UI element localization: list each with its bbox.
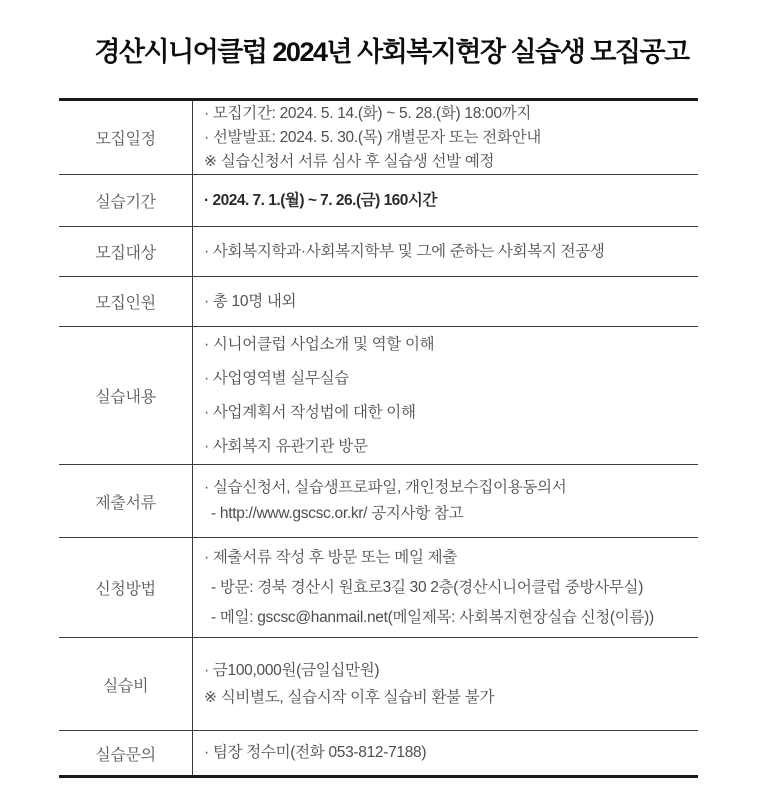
row-label: 실습문의 bbox=[59, 731, 193, 775]
content-line: · 사회복지 유관기관 방문 bbox=[204, 437, 368, 455]
page-title: 경산시니어클럽 2024년 사회복지현장 실습생 모집공고 bbox=[94, 37, 689, 67]
content-line: ※ 실습신청서 서류 심사 후 실습생 선발 예정 bbox=[204, 152, 495, 170]
row-content bbox=[193, 731, 698, 775]
row-label: 모집일정 bbox=[59, 101, 193, 174]
content-line: · 사업영역별 실무실습 bbox=[204, 369, 349, 387]
content-line: · 시니어클럽 사업소개 및 역할 이해 bbox=[204, 335, 435, 353]
content-line: · 사회복지학과·사회복지학부 및 그에 준하는 사회복지 전공생 bbox=[204, 242, 605, 260]
row-label: 실습내용 bbox=[59, 327, 193, 464]
content-line: - 방문: 경북 경산시 원효로3길 30 2층(경산시니어클럽 중방사무실) bbox=[211, 578, 644, 596]
content-line: · 선발발표: 2024. 5. 30.(목) 개별문자 또는 전화안내 bbox=[204, 128, 541, 146]
table-row bbox=[59, 277, 698, 327]
table-row bbox=[59, 731, 698, 775]
table-row bbox=[59, 227, 698, 277]
content-line: · 모집기간: 2024. 5. 14.(화) ~ 5. 28.(화) 18:00까지 bbox=[204, 104, 532, 122]
row-label: 모집대상 bbox=[59, 227, 193, 276]
content-line: · 2024. 7. 1.(월) ~ 7. 26.(금) 160시간 bbox=[204, 191, 437, 209]
content-line: - 메일: gscsc@hanmail.net(메일제목: 사회복지현장실습 신청(이름)) bbox=[211, 608, 654, 626]
content-line: · 제출서류 작성 후 방문 또는 메일 제출 bbox=[204, 548, 458, 566]
notice-table bbox=[59, 98, 698, 778]
content-line: · 사업계획서 작성법에 대한 이해 bbox=[204, 403, 416, 421]
content-line: ※ 식비별도, 실습시작 이후 실습비 환불 불가 bbox=[204, 689, 495, 706]
content-line: · 실습신청서, 실습생프로파일, 개인정보수집이용동의서 bbox=[204, 479, 567, 496]
row-label: 실습기간 bbox=[59, 175, 193, 226]
table-row bbox=[59, 175, 698, 227]
row-label: 신청방법 bbox=[59, 538, 193, 637]
row-content bbox=[193, 327, 698, 464]
table-row bbox=[59, 327, 698, 465]
row-content bbox=[193, 101, 698, 174]
row-label: 실습비 bbox=[59, 638, 193, 730]
content-line: · 총 10명 내외 bbox=[204, 292, 297, 310]
table-row bbox=[59, 638, 698, 731]
row-content bbox=[193, 175, 698, 226]
row-content bbox=[193, 277, 698, 326]
row-content bbox=[193, 227, 698, 276]
row-label: 모집인원 bbox=[59, 277, 193, 326]
row-label: 제출서류 bbox=[59, 465, 193, 537]
row-content bbox=[193, 465, 698, 537]
table-row bbox=[59, 101, 698, 175]
content-line: · 팀장 정수미(전화 053-812-7188) bbox=[204, 744, 427, 761]
row-content bbox=[193, 638, 698, 730]
table-row bbox=[59, 465, 698, 538]
table-row bbox=[59, 538, 698, 638]
content-line: - http://www.gscsc.or.kr/ 공지사항 참고 bbox=[211, 505, 464, 522]
row-content bbox=[193, 538, 698, 637]
content-line: · 금100,000원(금일십만원) bbox=[204, 662, 380, 679]
